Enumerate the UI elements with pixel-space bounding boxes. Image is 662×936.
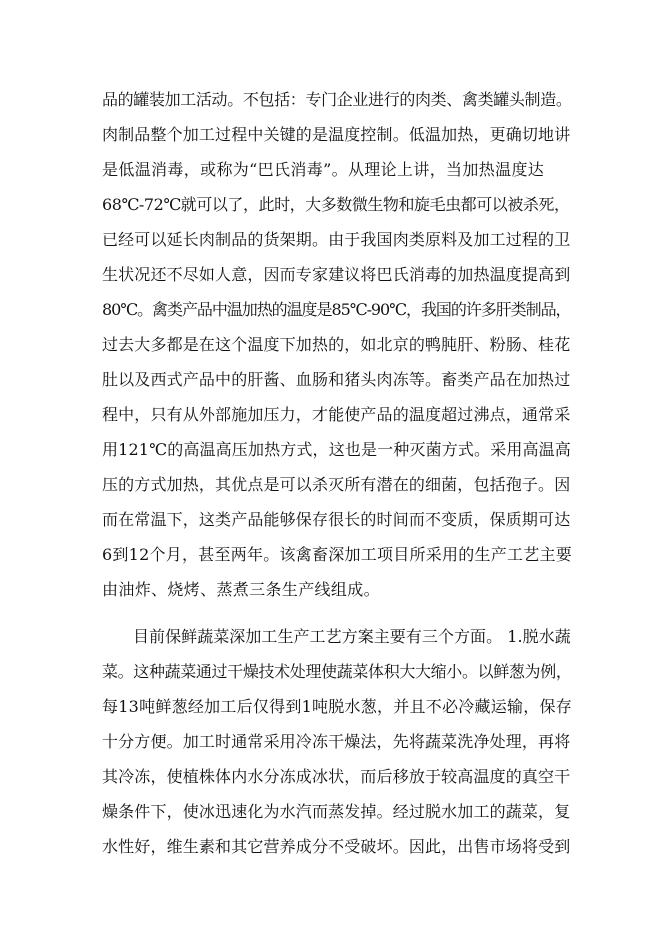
text-line: 目前保鲜蔬菜深加工生产工艺方案主要有三个方面。 1.脱水蔬 bbox=[133, 627, 571, 646]
text-line: 菜。这种蔬菜通过干燥技术处理使蔬菜体积大大缩小。以鲜葱为例， bbox=[102, 662, 572, 681]
text-line: 6到12个月，甚至两年。该禽畜深加工项目所采用的生产工艺主要 bbox=[102, 545, 573, 564]
text-line: 80℃。禽类产品中温加热的温度是85℃-90℃，我国的许多肝类制品， bbox=[102, 300, 571, 319]
text-line: 每13吨鲜葱经加工后仅得到1吨脱水葱，并且不必冷藏运输，保存 bbox=[102, 697, 573, 716]
text-line: 程中，只有从外部施加压力，才能使产品的温度超过沸点，通常采 bbox=[102, 405, 571, 424]
text-line: 水性好，维生素和其它营养成分不受破坏。因此，出售市场将受到 bbox=[102, 837, 571, 856]
text-line: 压的方式加热，其优点是可以杀灭所有潜在的细菌，包括孢子。因 bbox=[102, 475, 571, 494]
text-line: 由油炸、烧烤、蒸煮三条生产线组成。 bbox=[102, 580, 380, 599]
text-line: 已经可以延长肉制品的货架期。由于我国肉类原料及加工过程的卫 bbox=[102, 230, 571, 249]
text-line: 肚以及西式产品中的肝酱、血肠和猪头肉冻等。畜类产品在加热过 bbox=[102, 370, 571, 389]
text-line: 用121℃的高温高压加热方式，这也是一种灭菌方式。采用高温高 bbox=[102, 440, 571, 459]
text-line: 是低温消毒，或称为“巴氏消毒”。从理论上讲，当加热温度达 bbox=[102, 160, 545, 179]
text-line: 肉制品整个加工过程中关键的是温度控制。低温加热，更确切地讲 bbox=[102, 125, 571, 144]
text-line: 其冷冻，使植株体内水分冻成冰状，而后移放于较高温度的真空干 bbox=[102, 767, 571, 786]
text-line: 过去大多都是在这个温度下加热的，如北京的鸭肫肝、粉肠、桂花 bbox=[102, 335, 571, 354]
text-line: 而在常温下，这类产品能够保存很长的时间而不变质，保质期可达 bbox=[102, 510, 571, 529]
text-line: 燥条件下，使冰迅速化为水汽而蒸发掉。经过脱水加工的蔬菜，复 bbox=[102, 802, 571, 821]
text-line: 十分方便。加工时通常采用冷冻干燥法，先将蔬菜洗净处理，再将 bbox=[102, 732, 571, 751]
text-line: 品的罐装加工活动。不包括：专门企业进行的肉类、禽类罐头制造。 bbox=[102, 90, 572, 109]
text-line: 68℃-72℃就可以了，此时，大多数微生物和旋毛虫都可以被杀死， bbox=[102, 195, 570, 214]
text-line: 生状况还不尽如人意，因而专家建议将巴氏消毒的加热温度提高到 bbox=[102, 265, 571, 284]
